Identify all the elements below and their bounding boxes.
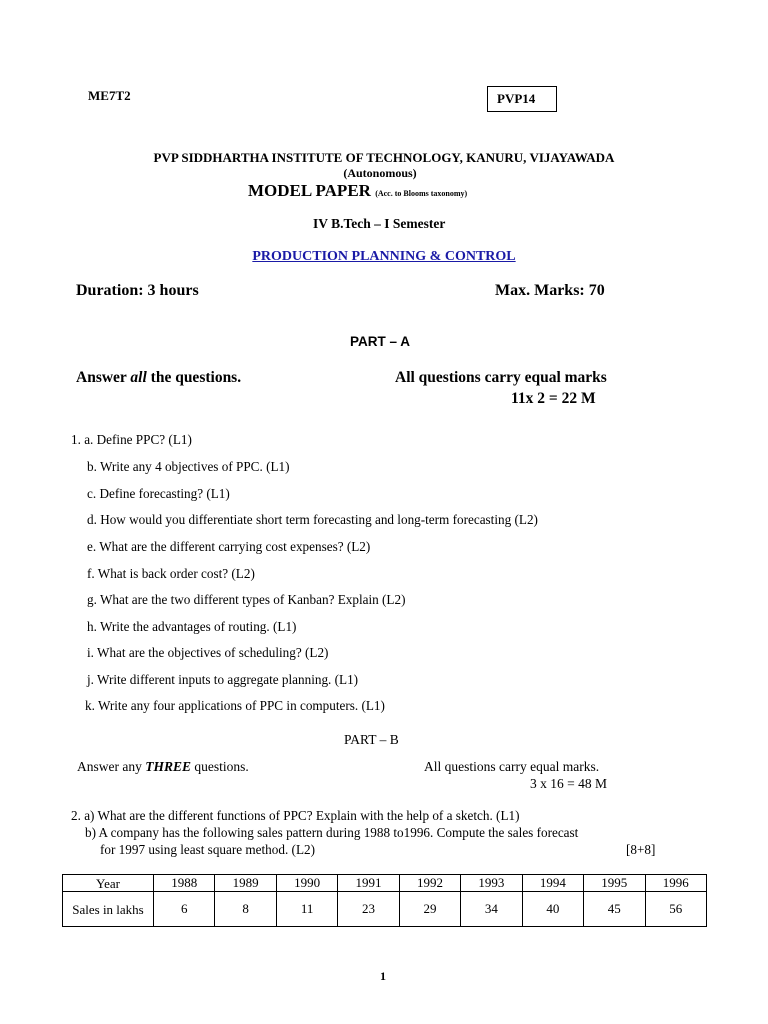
question-1c: c. Define forecasting? (L1) [87,486,230,501]
question-1f: f. What is back order cost? (L2) [87,566,255,581]
question-1h: h. Write the advantages of routing. (L1) [87,619,297,634]
table-cell-sales: 45 [584,892,645,927]
autonomous-label: (Autonomous) [343,166,417,180]
table-cell-sales: 23 [338,892,399,927]
question-2a: 2. a) What are the different functions of PPC? Explain with the help of a sketch. (L1) [71,808,520,823]
part-a-marks-note: All questions carry equal marks [395,369,607,386]
question-1i: i. What are the objectives of scheduling? (L2) [87,645,329,660]
table-cell-sales: 40 [522,892,583,927]
institute-name: PVP SIDDHARTHA INSTITUTE OF TECHNOLOGY, KANURU, VIJAYAWADA [153,150,615,165]
question-1a: 1. a. Define PPC? (L1) [71,432,192,447]
part-b-instruction-prefix: Answer any [77,759,146,774]
table-row-years [63,875,707,892]
table-cell-year: 1993 [461,875,522,892]
table-cell-year: 1992 [399,875,460,892]
part-b-marks-note: All questions carry equal marks. [424,759,600,774]
question-2-marks: [8+8] [626,842,656,857]
table-cell-sales: 56 [645,892,707,927]
table-cell-year: 1989 [215,875,276,892]
part-b-title: PART – B [344,732,399,747]
table-cell-sales: 29 [399,892,460,927]
duration: Duration: 3 hours [76,282,199,299]
question-1j: j. Write different inputs to aggregate planning. (L1) [87,672,359,687]
question-1e: e. What are the different carrying cost expenses? (L2) [87,539,371,554]
part-a-title: PART – A [350,334,411,349]
part-a-instruction-suffix: the questions. [146,369,242,386]
paper-code: PVP14 [497,91,536,106]
part-b-instruction-suffix: questions. [191,759,249,774]
part-b-instruction-emph: THREE [145,759,191,774]
paper-title-text: MODEL PAPER [248,181,371,200]
table-row-sales [63,892,707,927]
part-b-instruction [77,759,249,775]
table-header-sales: Sales in lakhs [63,892,154,927]
subject-title: PRODUCTION PLANNING & CONTROL [252,249,516,264]
table-cell-year: 1990 [276,875,337,892]
question-1b: b. Write any 4 objectives of PPC. (L1) [87,459,290,474]
table-cell-year: 1994 [522,875,583,892]
part-a-instruction [76,369,241,387]
max-marks: Max. Marks: 70 [495,282,605,299]
question-1k: k. Write any four applications of PPC in computers. (L1) [85,698,385,713]
part-b-marks-total: 3 x 16 = 48 M [530,776,607,791]
subject-line [0,247,768,265]
question-1g: g. What are the two different types of Kanban? Explain (L2) [87,592,406,607]
table-cell-year: 1991 [338,875,399,892]
paper-code-box [487,86,557,112]
part-a-marks-total: 11x 2 = 22 M [511,390,596,407]
table-cell-sales: 11 [276,892,337,927]
course-code: ME7T2 [88,88,131,103]
sales-table [62,874,707,927]
table-cell-year: 1988 [154,875,215,892]
question-1d: d. How would you differentiate short term forecasting and long-term forecasting (L2) [87,512,538,527]
semester-label: IV B.Tech – I Semester [313,216,446,231]
table-cell-year: 1996 [645,875,707,892]
part-a-instruction-prefix: Answer [76,369,131,386]
table-cell-sales: 8 [215,892,276,927]
question-2b-line2: for 1997 using least square method. (L2) [100,842,315,857]
table-header-year: Year [63,875,154,892]
table-cell-year: 1995 [584,875,645,892]
paper-title-note: (Acc. to Blooms taxonomy) [375,189,468,198]
page-number: 1 [380,969,386,983]
table-cell-sales: 34 [461,892,522,927]
question-2b-line1: b) A company has the following sales pattern during 1988 to1996. Compute the sales forecast [85,825,579,840]
part-a-instruction-emph: all [130,369,147,386]
table-cell-sales: 6 [154,892,215,927]
paper-title [248,181,467,201]
